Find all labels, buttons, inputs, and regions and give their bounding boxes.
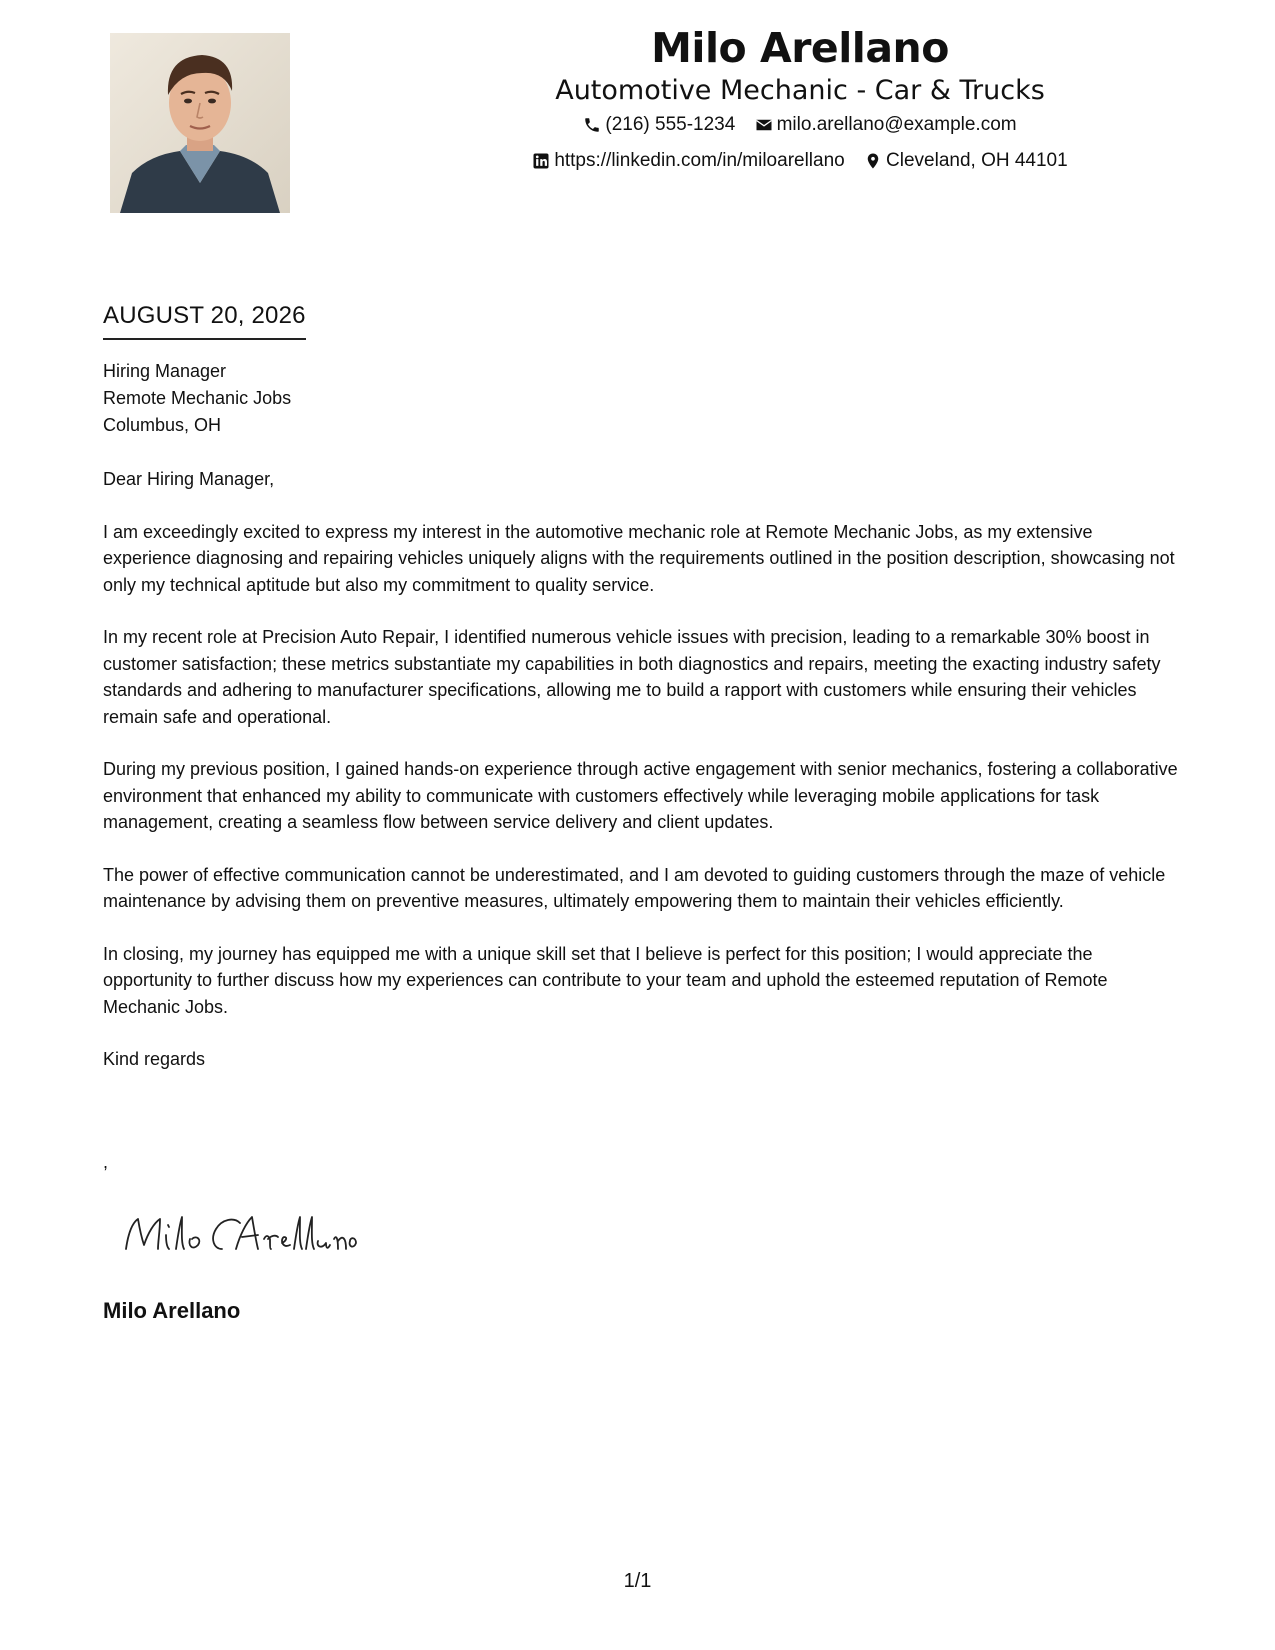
signer-name: Milo Arellano — [103, 1298, 241, 1323]
profile-photo — [110, 33, 290, 213]
contact-line-primary — [300, 110, 1275, 144]
contact-line-secondary — [300, 146, 1275, 180]
letter-date: AUGUST 20, 2026 — [103, 300, 306, 340]
portrait-illustration — [110, 33, 290, 213]
recipient-company: Remote Mechanic Jobs — [103, 388, 292, 408]
recipient-title: Hiring Manager — [103, 361, 227, 381]
email-text: milo.arellano@example.com — [776, 114, 1017, 135]
location-text: Cleveland, OH 44101 — [886, 150, 1068, 171]
map-pin-icon — [864, 152, 882, 170]
contact-phone — [583, 110, 735, 140]
letter-body — [103, 466, 1183, 1099]
recipient-city: Columbus, OH — [103, 415, 222, 435]
body-paragraph-2: In my recent role at Precision Auto Repair, I identified numerous vehicle issues with precision, leading to a remarkable 30% boost in customer satisfaction; these metrics substantiate my capabilities in both diagnostics and repairs, meeting the exacting industry safety standards and adhering to manufacturer specifications, allowing me to build a rapport with customers while ensuring their vehicles remain safe and operational. — [103, 627, 1161, 727]
envelope-icon — [755, 116, 773, 134]
body-paragraph-1: I am exceedingly excited to express my interest in the automotive mechanic role at Remote Mechanic Jobs, as my extensive experience diagnosing and repairing vehicles uniquely aligns with the requirements outlined in the position description, showcasing not only my technical aptitude but also my commitment to quality service. — [103, 521, 1175, 595]
contact-email — [755, 110, 1017, 140]
body-paragraph-4: The power of effective communication cannot be underestimated, and I am devoted to guiding customers through the maze of vehicle maintenance by advising them on preventive measures, ultimately empowering them to maintain their vehicles efficiently. — [103, 864, 1166, 911]
phone-text: (216) 555-1234 — [605, 114, 736, 135]
closing: Kind regards — [103, 1049, 206, 1069]
letter-header — [300, 22, 1275, 180]
contact-linkedin — [532, 146, 844, 176]
recipient-block — [103, 358, 291, 439]
linkedin-text: https://linkedin.com/in/miloarellano — [554, 150, 845, 171]
phone-icon — [583, 116, 601, 134]
salutation: Dear Hiring Manager, — [103, 469, 275, 489]
closing-comma: , — [103, 1152, 109, 1172]
body-paragraph-3: During my previous position, I gained hands-on experience through active engagement with senior mechanics, fostering a collaborative environment that enhanced my ability to communicate with customers effectively while leveraging mobile applications for task management, creating a seamless flow between service delivery and client updates. — [103, 759, 1178, 832]
page-number: 1/1 — [623, 1570, 652, 1592]
linkedin-icon — [532, 152, 550, 170]
body-paragraph-5: In closing, my journey has equipped me with a unique skill set that I believe is perfect for this position; I would appreciate the opportunity to further discuss how my experiences can contribute to your team and uphold the esteemed reputation of Remote Mechanic Jobs. — [103, 943, 1108, 1017]
handwritten-signature — [118, 1205, 358, 1265]
contact-location — [864, 146, 1068, 176]
applicant-role: Automotive Mechanic - Car & Trucks — [555, 75, 1045, 106]
applicant-name: Milo Arellano — [651, 24, 949, 72]
